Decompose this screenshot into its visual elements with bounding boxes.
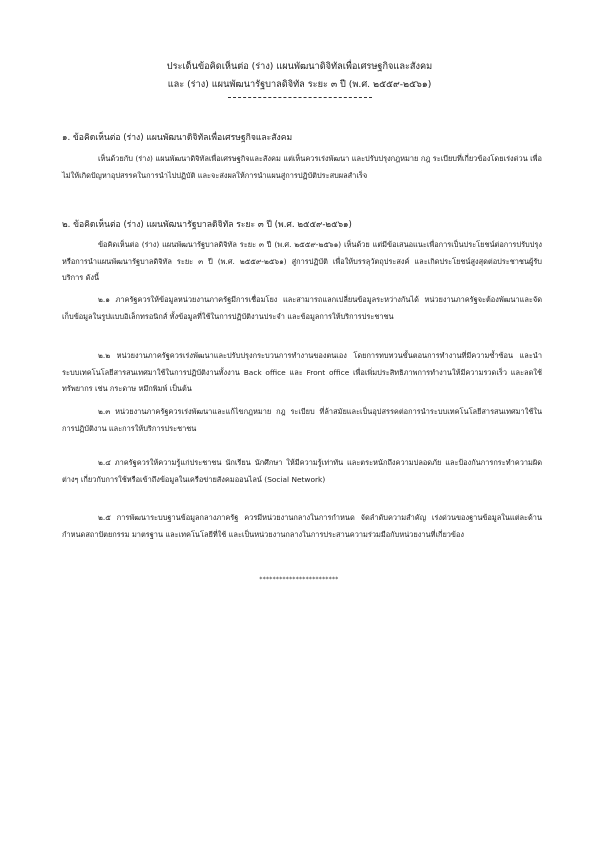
paragraph-text: ๒.๒ หน่วยงานภาครัฐควรเร่งพัฒนาและปรับปรุงกระบวนการทำงานของตนเอง โดยการทบทวนขั้นตอนการทำงานที่มีความซ้ำซ้อน และนำระบบเทคโนโลยีสารสนเทศมาใช้ในการปฏิบัติงานทั้งงาน Back office และ Front office เพื่อเพิ่มประสิทธิภาพการทำงานให้มีความรวดเร็ว และลดใช้ทรัพยากร เช่น กระดาษ หมึกพิมพ์ เป็นต้น [62, 351, 542, 393]
section-1-paragraph [62, 151, 542, 203]
document-title-line-2: และ (ร่าง) แผนพัฒนารัฐบาลดิจิทัล ระยะ ๓ ปี (พ.ศ. ๒๕๕๙-๒๕๖๑) [167, 79, 432, 90]
section-1-heading: ๑. ข้อคิดเห็นต่อ (ร่าง) แผนพัฒนาดิจิทัลเพื่อเศรษฐกิจและสังคม [62, 133, 293, 143]
section-2-heading: ๒. ข้อคิดเห็นต่อ (ร่าง) แผนพัฒนารัฐบาลดิจิทัล ระยะ ๓ ปี (พ.ศ. ๒๕๕๙-๒๕๖๑) [62, 220, 352, 230]
paragraph-text: ๒.๓ หน่วยงานภาครัฐควรเร่งพัฒนาและแก้ไขกฎหมาย กฎ ระเบียบ ที่ล้าสมัยและเป็นอุปสรรคต่อการนำระบบเทคโนโลยีสารสนเทศมาใช้ในการปฏิบัติงาน และการให้บริการประชาชน [62, 407, 542, 433]
section-2-item-2-3 [62, 404, 542, 440]
paragraph-text: ๒.๕ การพัฒนาระบบฐานข้อมูลกลางภาครัฐ ควรมีหน่วยงานกลางในการกำหนด จัดลำดับความสำคัญ เร่งด่วนของฐานข้อมูลในแต่ละด้าน กำหนดสถาปัตยกรรม มาตรฐาน และเทคโนโลยีที่ใช้ และเป็นหน่วยงานกลางในการประสานความร่วมมือกับหน่วยงานที่เกี่ยวข้อง [62, 513, 542, 539]
end-marker: ************************ [259, 576, 339, 583]
paragraph-text: ข้อคิดเห็นต่อ (ร่าง) แผนพัฒนารัฐบาลดิจิทัล ระยะ ๓ ปี (พ.ศ. ๒๕๕๙-๒๕๖๑) เห็นด้วย แต่มีข้อเสนอแนะเพื่อการเป็นประโยชน์ต่อการปรับปรุง หรือการนำแผนพัฒนารัฐบาลดิจิทัล ระยะ ๓ ปี (พ.ศ. ๒๕๕๙-๒๕๖๑) สู่การปฏิบัติ เพื่อให้บรรลุวัตถุประสงค์ และเกิดประโยชน์สูงสุดต่อประชาชนผู้รับบริการ ดังนี้ [62, 240, 542, 282]
document-title-line-1: ประเด็นข้อคิดเห็นต่อ (ร่าง) แผนพัฒนาดิจิทัลเพื่อเศรษฐกิจและสังคม [166, 61, 433, 72]
section-2-intro-paragraph [62, 237, 542, 289]
section-2-item-2-1 [62, 292, 542, 344]
section-2-item-2-5 [62, 510, 542, 562]
section-2-item-2-2 [62, 348, 542, 400]
paragraph-text: ๒.๑ ภาครัฐควรให้ข้อมูลหน่วยงานภาครัฐมีการเชื่อมโยง และสามารถแลกเปลี่ยนข้อมูลระหว่างกันได้ หน่วยงานภาครัฐจะต้องพัฒนาและจัดเก็บข้อมูลในรูปแบบอิเล็กทรอนิกส์ ทั้งข้อมูลที่ใช้ในการปฏิบัติงานประจำ และข้อมูลการให้บริการประชาชน [62, 295, 542, 321]
paragraph-text: ๒.๔ ภาครัฐควรให้ความรู้แก่ประชาชน นักเรียน นักศึกษา ให้มีความรู้เท่าทัน และตระหนักถึงความปลอดภัย และป้องกันการกระทำความผิดต่างๆ เกี่ยวกับการใช้หรือเข้าถึงข้อมูลในเครือข่ายสังคมออนไลน์ (Social Network) [62, 458, 542, 484]
title-divider [228, 97, 372, 98]
paragraph-text: เห็นด้วยกับ (ร่าง) แผนพัฒนาดิจิทัลเพื่อเศรษฐกิจและสังคม แต่เห็นควรเร่งพัฒนา และปรับปรุงกฎหมาย กฎ ระเบียบที่เกี่ยวข้องโดยเร่งด่วน เพื่อไม่ให้เกิดปัญหาอุปสรรคในการนำไปปฏิบัติ และจะส่งผลให้การนำแผนสู่การปฏิบัติประสบผลสำเร็จ [62, 154, 542, 180]
section-2-item-2-4 [62, 455, 542, 507]
